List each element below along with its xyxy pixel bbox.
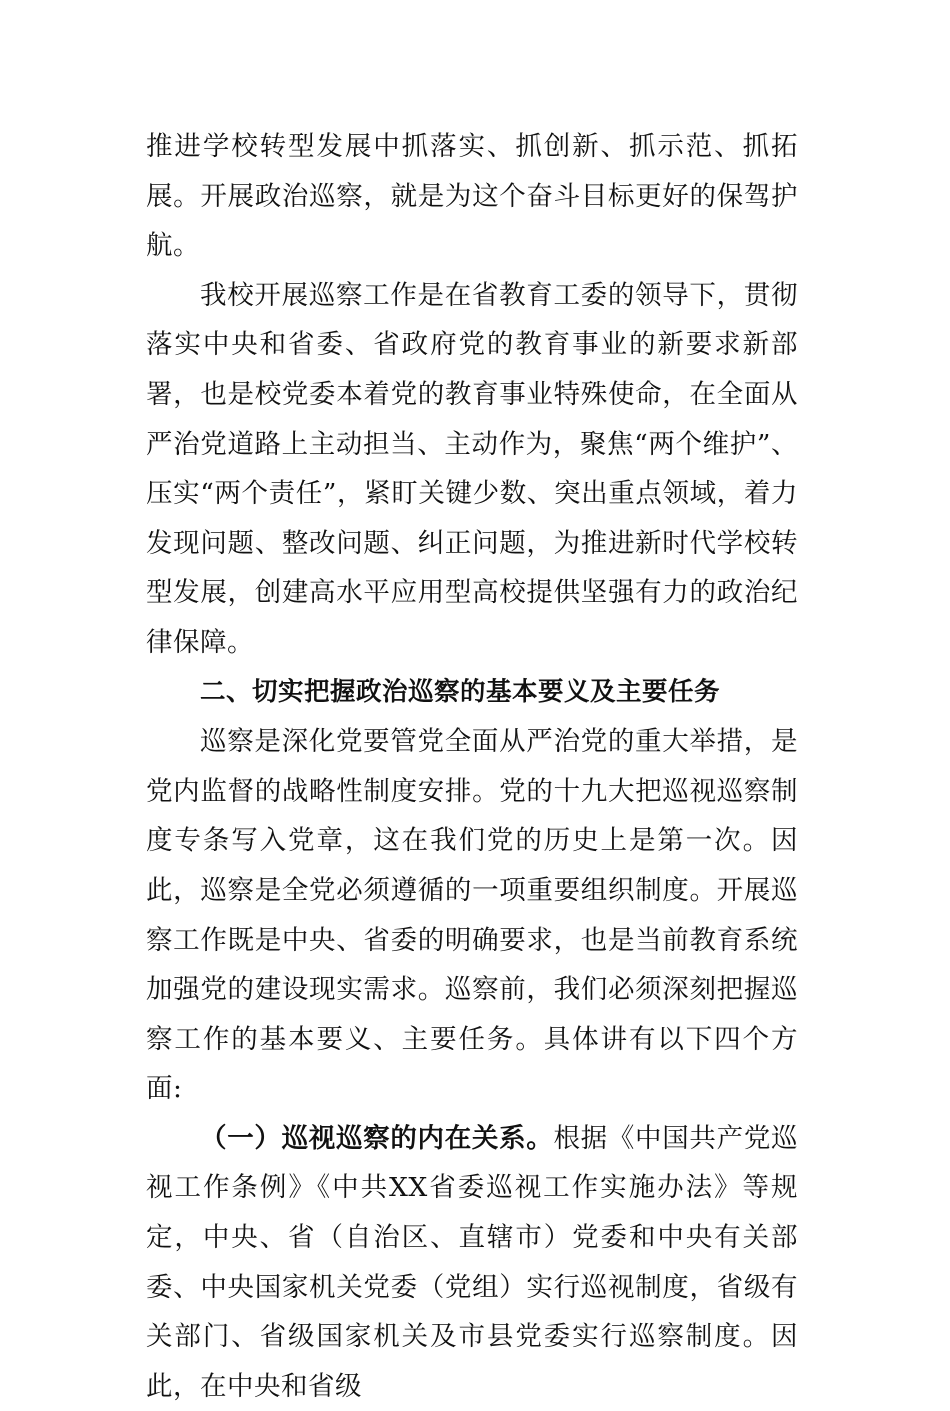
paragraph-continuation: 推进学校转型发展中抓落实、抓创新、抓示范、抓拓展。开展政治巡察，就是为这个奋斗目标更好的保驾护航。	[146, 131, 798, 262]
section-heading-2: 二、切实把握政治巡察的基本要义及主要任务	[200, 676, 721, 707]
subsection-body: 根据《中国共产党巡视工作条例》《中共XX省委巡视工作实施办法》等规定，中央、省（自治区、直辖市）党委和中央有关部委、中央国家机关党委（党组）实行巡视制度，省级有关部门、省级国家机关及市县党委实行巡察制度。因此，在中央和省级	[146, 1122, 799, 1402]
document-body	[146, 122, 798, 1411]
paragraph-inspection-relationship	[146, 1114, 798, 1411]
paragraph-inspection-background: 我校开展巡察工作是在省教育工委的领导下，贯彻落实中央和省委、省政府党的教育事业的新要求新部署，也是校党委本着党的教育事业特殊使命，在全面从严治党道路上主动担当、主动作为，聚焦“两个维护”、压实“两个责任”，紧盯关键少数、突出重点领域，着力发现问题、整改问题、纠正问题，为推进新时代学校转型发展，创建高水平应用型高校提供坚强有力的政治纪律保障。	[146, 279, 798, 658]
subsection-lead: （一）巡视巡察的内在关系。	[200, 1122, 554, 1154]
paragraph-inspection-meaning: 巡察是深化党要管党全面从严治党的重大举措，是党内监督的战略性制度安排。党的十九大把巡视巡察制度专条写入党章，这在我们党的历史上是第一次。因此，巡察是全党必须遵循的一项重要组织制度。开展巡察工作既是中央、省委的明确要求，也是当前教育系统加强党的建设现实需求。巡察前，我们必须深刻把握巡察工作的基本要义、主要任务。具体讲有以下四个方面:	[146, 726, 798, 1105]
